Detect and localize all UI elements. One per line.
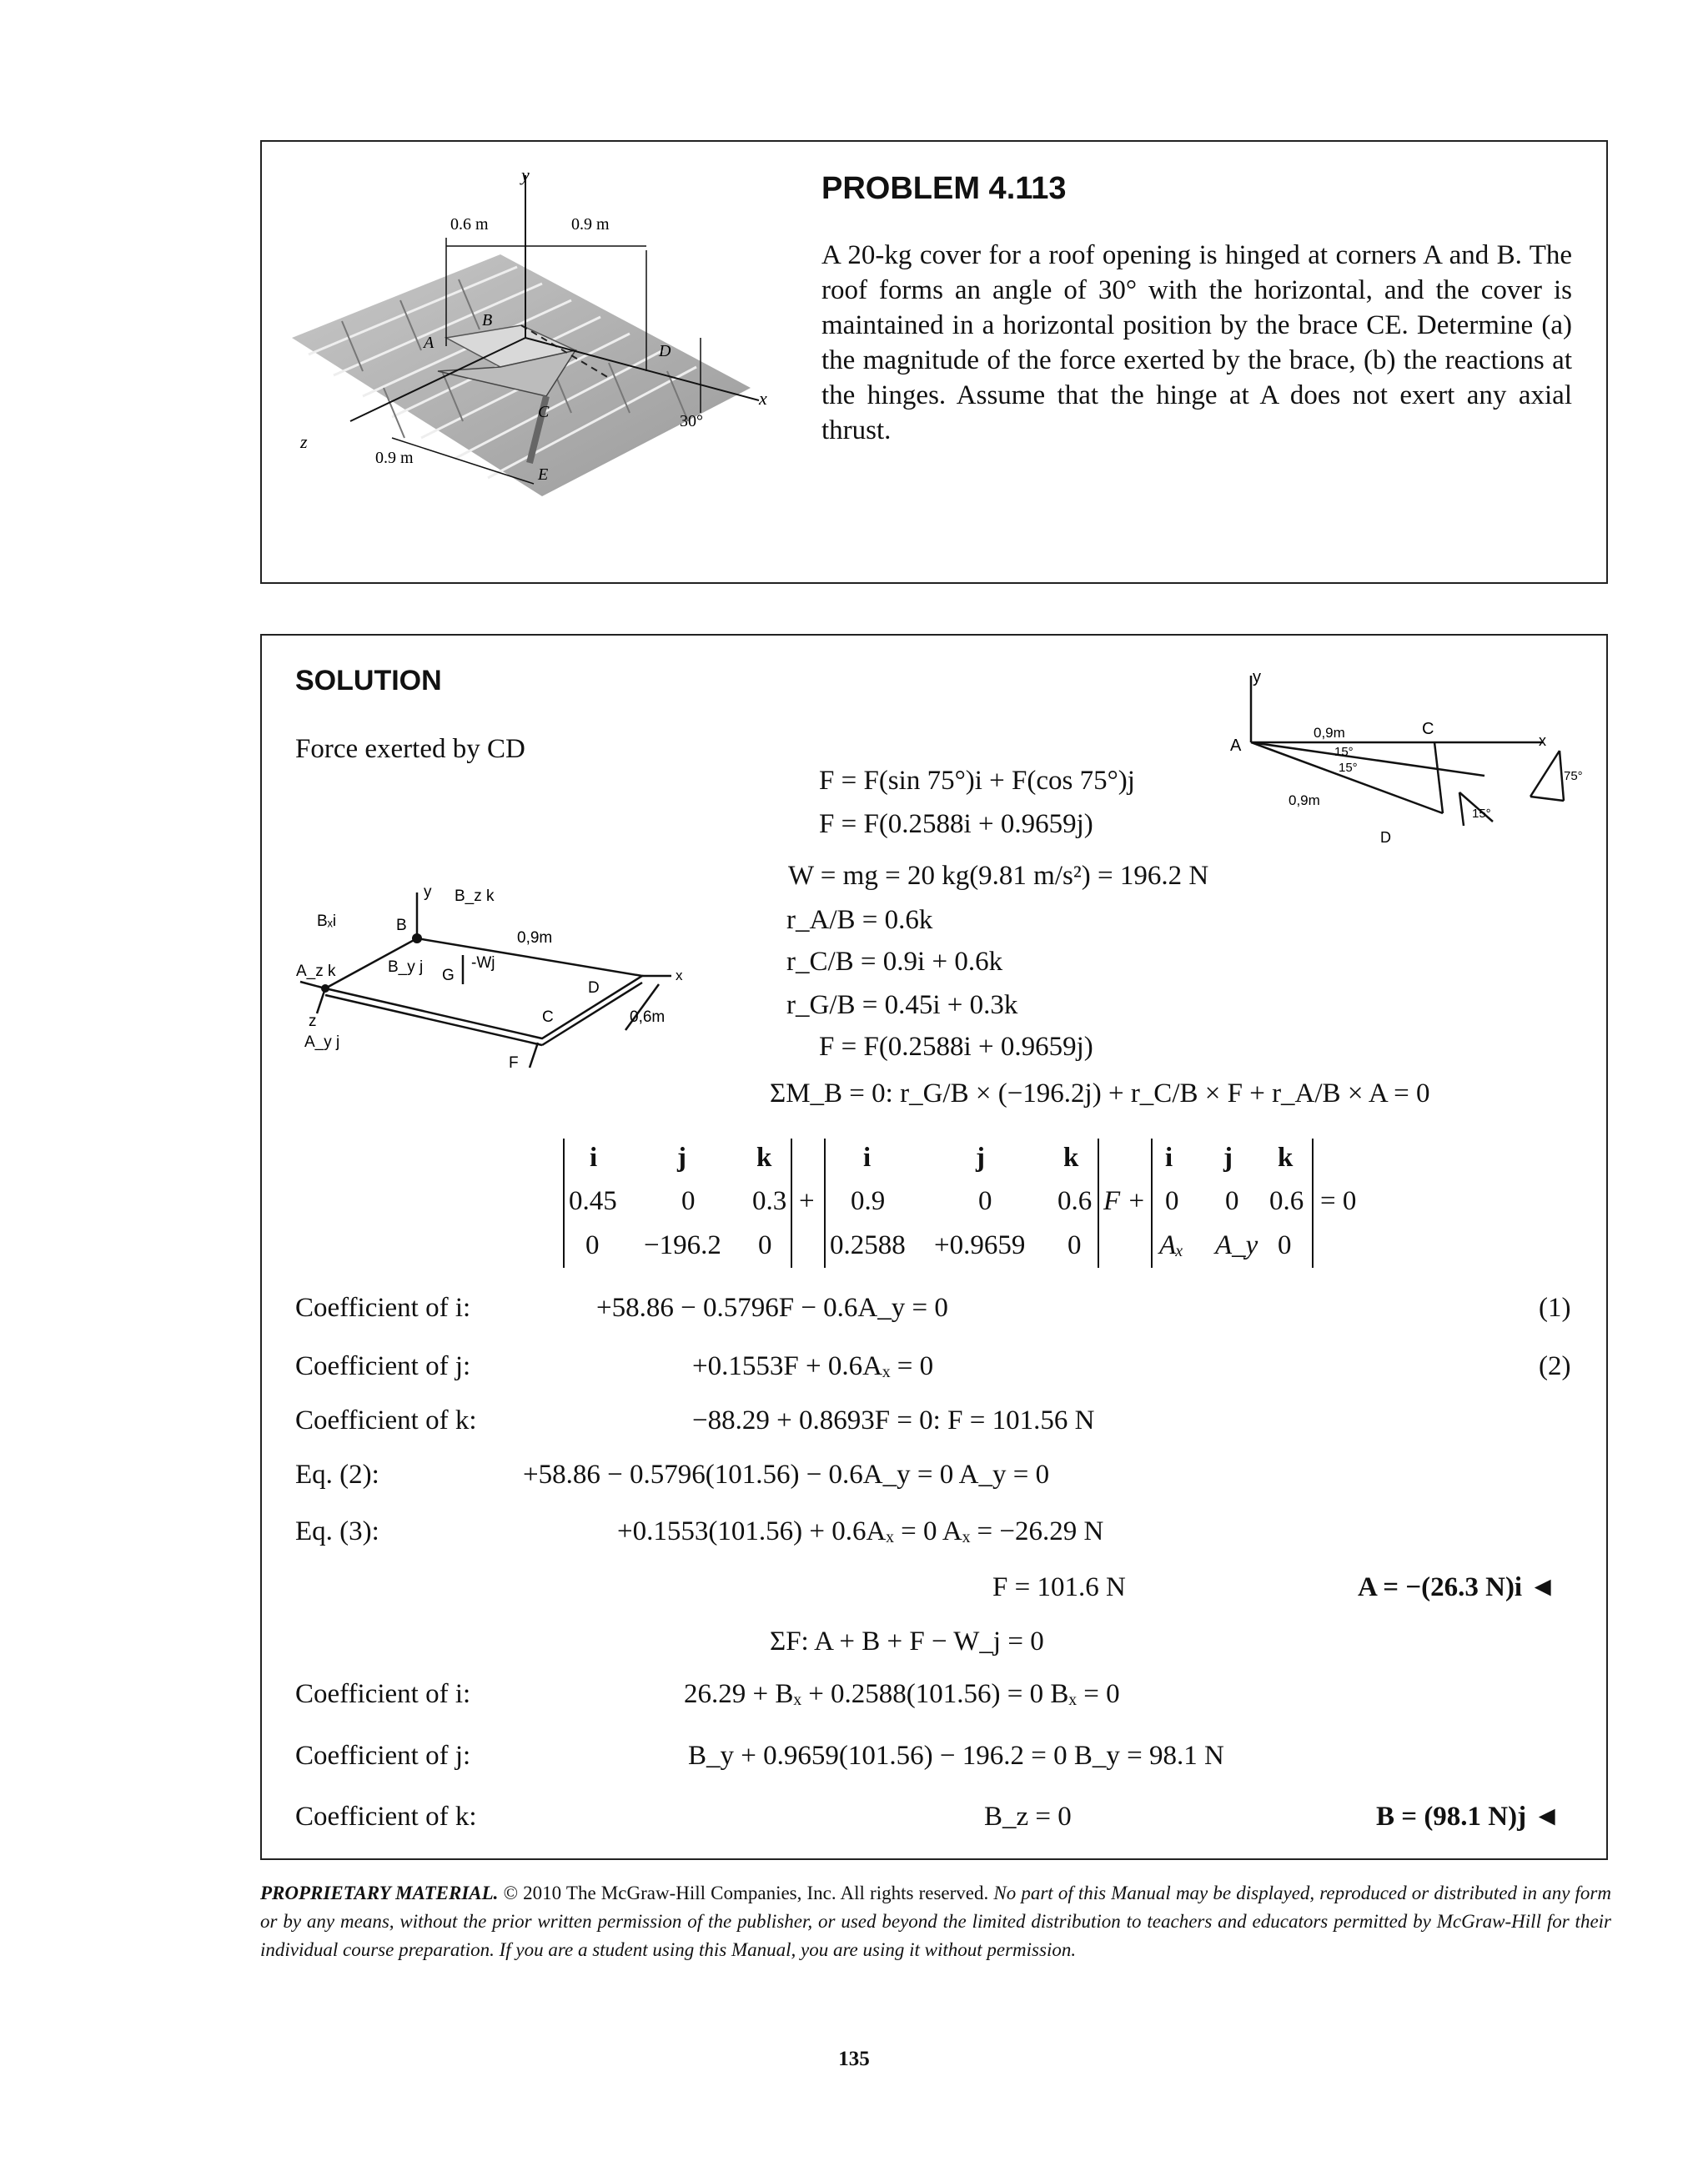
eq-moment-sum: ΣM_B = 0: r_G/B × (−196.2j) + r_C/B × F + r_A/B × A = 0 [770, 1078, 1430, 1109]
sk1-C: C [1422, 720, 1434, 738]
coef-k-label: Coefficient of k: [295, 1405, 477, 1435]
eq-weight: W = mg = 20 kg(9.81 m/s²) = 196.2 N [788, 861, 1209, 891]
det2-j: j [976, 1143, 985, 1173]
det2-r2c1: 0.9 [851, 1186, 886, 1216]
det1-r3c3: 0 [758, 1230, 772, 1260]
eq2-eq: +58.86 − 0.5796(101.56) − 0.6A_y = 0 A_y = 0 [523, 1460, 1050, 1490]
sk2-Ay: A_y j [304, 1033, 340, 1051]
sk2-Bx: Bₓi [317, 913, 337, 930]
det1-r3c1: 0 [585, 1230, 600, 1260]
fig-dim-09-left: 0.9 m [375, 449, 414, 467]
coef-i-eq: +58.86 − 0.5796F − 0.6A_y = 0 [596, 1293, 948, 1323]
sk2-x: x [676, 968, 683, 983]
sk2-z: z [309, 1013, 317, 1030]
footer-normal: © 2010 The McGraw-Hill Companies, Inc. All rights reserved. [498, 1883, 994, 1903]
eq3-eq: +0.1553(101.56) + 0.6Aₓ = 0 Aₓ = −26.29 N [617, 1516, 1104, 1546]
det1-r3c2: −196.2 [644, 1230, 721, 1260]
det3-r3c3: 0 [1278, 1230, 1292, 1260]
sk2-G: G [442, 967, 455, 984]
sk1-ang3: 15° [1472, 807, 1491, 821]
det1-k: k [756, 1143, 772, 1173]
sk2-Az: A_z k [296, 963, 336, 980]
coef2-k-label: Coefficient of k: [295, 1802, 477, 1832]
result-A: A = −(26.3 N)i ◄ [1358, 1572, 1557, 1602]
eq-rCB: r_C/B = 0.9i + 0.6k [786, 947, 1003, 977]
sk1-x: x [1539, 732, 1546, 749]
coef-j-eq: +0.1553F + 0.6Aₓ = 0 [692, 1351, 934, 1381]
coef2-i-label: Coefficient of i: [295, 1679, 471, 1709]
sk1-A: A [1230, 737, 1242, 755]
det2-r3c3: 0 [1068, 1230, 1082, 1260]
coef2-k-eq: B_z = 0 [984, 1802, 1072, 1832]
page-number: 135 [838, 2048, 870, 2070]
copyright-footer [260, 1879, 1611, 1964]
coef2-i-eq: 26.29 + Bₓ + 0.2588(101.56) = 0 Bₓ = 0 [684, 1679, 1120, 1709]
determinant-3 [1151, 1139, 1314, 1268]
det2-r2c2: 0 [978, 1186, 992, 1216]
problem-statement: A 20-kg cover for a roof opening is hinged at corners A and B. The roof forms an angle of 30° with the horizontal, and the cover is maintained in a horizontal position by the brace CE. Determine (a) the magnitude of the force exerted by the brace, (b) the reactions at the hinges. Assume that the hinge at A does not exert any axial thrust. [821, 240, 1572, 445]
det3-r2c1: 0 [1165, 1186, 1179, 1216]
coef-k-eq: −88.29 + 0.8693F = 0: F = 101.56 N [692, 1405, 1095, 1435]
sk2-D: D [588, 979, 600, 997]
sk2-dim1: 0,9m [517, 929, 553, 947]
brace-angle-sketch [1209, 667, 1593, 859]
coef-i-tag: (1) [1539, 1293, 1571, 1323]
det2-i: i [863, 1143, 872, 1173]
coef-i-label: Coefficient of i: [295, 1293, 471, 1323]
coef2-j-label: Coefficient of j: [295, 1741, 471, 1771]
footer-italic: No part of this Manual may be displayed, reproduced or distributed in any form or by any means, without the prior written permission of the publisher, or used beyond the limited distribution to teachers and educators permitted by McGraw-Hill for their individual course preparation. If you are a student using this Manual, you are using it without permission. [260, 1883, 1611, 1960]
eq-force-components: F = F(sin 75°)i + F(cos 75°)j [819, 766, 1135, 796]
eq-rAB: r_A/B = 0.6k [786, 905, 933, 935]
roof-figure [284, 163, 784, 546]
det-plus-1: + [799, 1186, 815, 1216]
det2-k: k [1063, 1143, 1079, 1173]
sk2-By: B_y j [388, 958, 424, 976]
det3-r2c3: 0.6 [1269, 1186, 1304, 1216]
fig-z-label: z [300, 431, 308, 452]
eq3-label: Eq. (3): [295, 1516, 379, 1546]
result-F: F = 101.6 N [992, 1572, 1126, 1602]
fig-x-label: x [759, 388, 767, 409]
sk2-C: C [542, 1008, 554, 1026]
det2-r3c2: +0.9659 [934, 1230, 1026, 1260]
sum-forces-eq: ΣF: A + B + F − W_j = 0 [770, 1626, 1044, 1657]
det3-j: j [1223, 1143, 1233, 1173]
determinant-2 [824, 1139, 1099, 1268]
det-equals-zero: = 0 [1320, 1186, 1357, 1216]
det2-r2c3: 0.6 [1057, 1186, 1093, 1216]
sk2-y: y [424, 883, 432, 901]
eq-rGB: r_G/B = 0.45i + 0.3k [786, 990, 1018, 1020]
fig-A-label: A [424, 334, 435, 352]
det3-k: k [1278, 1143, 1294, 1173]
eq-force-unit: F = F(0.2588i + 0.9659j) [819, 809, 1093, 839]
sk1-dim1: 0,9m [1314, 725, 1345, 741]
free-body-sketch [292, 880, 709, 1072]
coef2-j-eq: B_y + 0.9659(101.56) − 196.2 = 0 B_y = 98.1 N [688, 1741, 1224, 1771]
sk1-y: y [1253, 668, 1261, 686]
fig-B-label: B [482, 311, 493, 329]
fig-angle-label: 30° [680, 412, 703, 430]
sk1-dim2: 0,9m [1289, 792, 1320, 808]
det1-i: i [590, 1143, 598, 1173]
sk1-ang2: 15° [1339, 761, 1358, 775]
sk2-F: F [509, 1054, 519, 1072]
footer-bold: PROPRIETARY MATERIAL. [260, 1883, 499, 1903]
solution-intro: Force exerted by CD [295, 734, 525, 764]
fig-D-label: D [659, 342, 671, 360]
fig-dim-06: 0.6 m [450, 215, 489, 234]
fig-C-label: C [538, 403, 550, 421]
sk1-ang4: 75° [1564, 769, 1583, 783]
coef-j-tag: (2) [1539, 1351, 1571, 1381]
det1-j: j [677, 1143, 686, 1173]
fig-y-label: y [521, 164, 530, 185]
fig-E-label: E [538, 465, 549, 484]
solution-heading: SOLUTION [295, 665, 442, 696]
det3-r3c2: A_y [1215, 1230, 1258, 1260]
det2-r3c1: 0.2588 [830, 1230, 906, 1260]
sk2-dim2: 0,6m [630, 1008, 666, 1026]
problem-title: PROBLEM 4.113 [821, 171, 1067, 206]
sk2-W: -Wj [471, 954, 495, 972]
result-B: B = (98.1 N)j ◄ [1376, 1802, 1561, 1832]
sk1-ang1: 15° [1334, 745, 1354, 759]
sk1-D: D [1380, 829, 1391, 846]
eq2-label: Eq. (2): [295, 1460, 379, 1490]
eq-force-repeat: F = F(0.2588i + 0.9659j) [819, 1032, 1093, 1062]
determinant-1 [563, 1139, 792, 1268]
coef-j-label: Coefficient of j: [295, 1351, 471, 1381]
det1-r2c1: 0.45 [569, 1186, 617, 1216]
det3-r3c1: Aₓ [1159, 1230, 1184, 1260]
det3-r2c2: 0 [1225, 1186, 1239, 1216]
sk2-Bz: B_z k [455, 887, 495, 905]
sk2-B: B [396, 917, 407, 934]
det1-r2c2: 0 [681, 1186, 696, 1216]
det3-i: i [1165, 1143, 1173, 1173]
det1-r2c3: 0.3 [752, 1186, 787, 1216]
det-F-plus: F + [1103, 1186, 1146, 1216]
fig-dim-09-top: 0.9 m [571, 215, 610, 234]
